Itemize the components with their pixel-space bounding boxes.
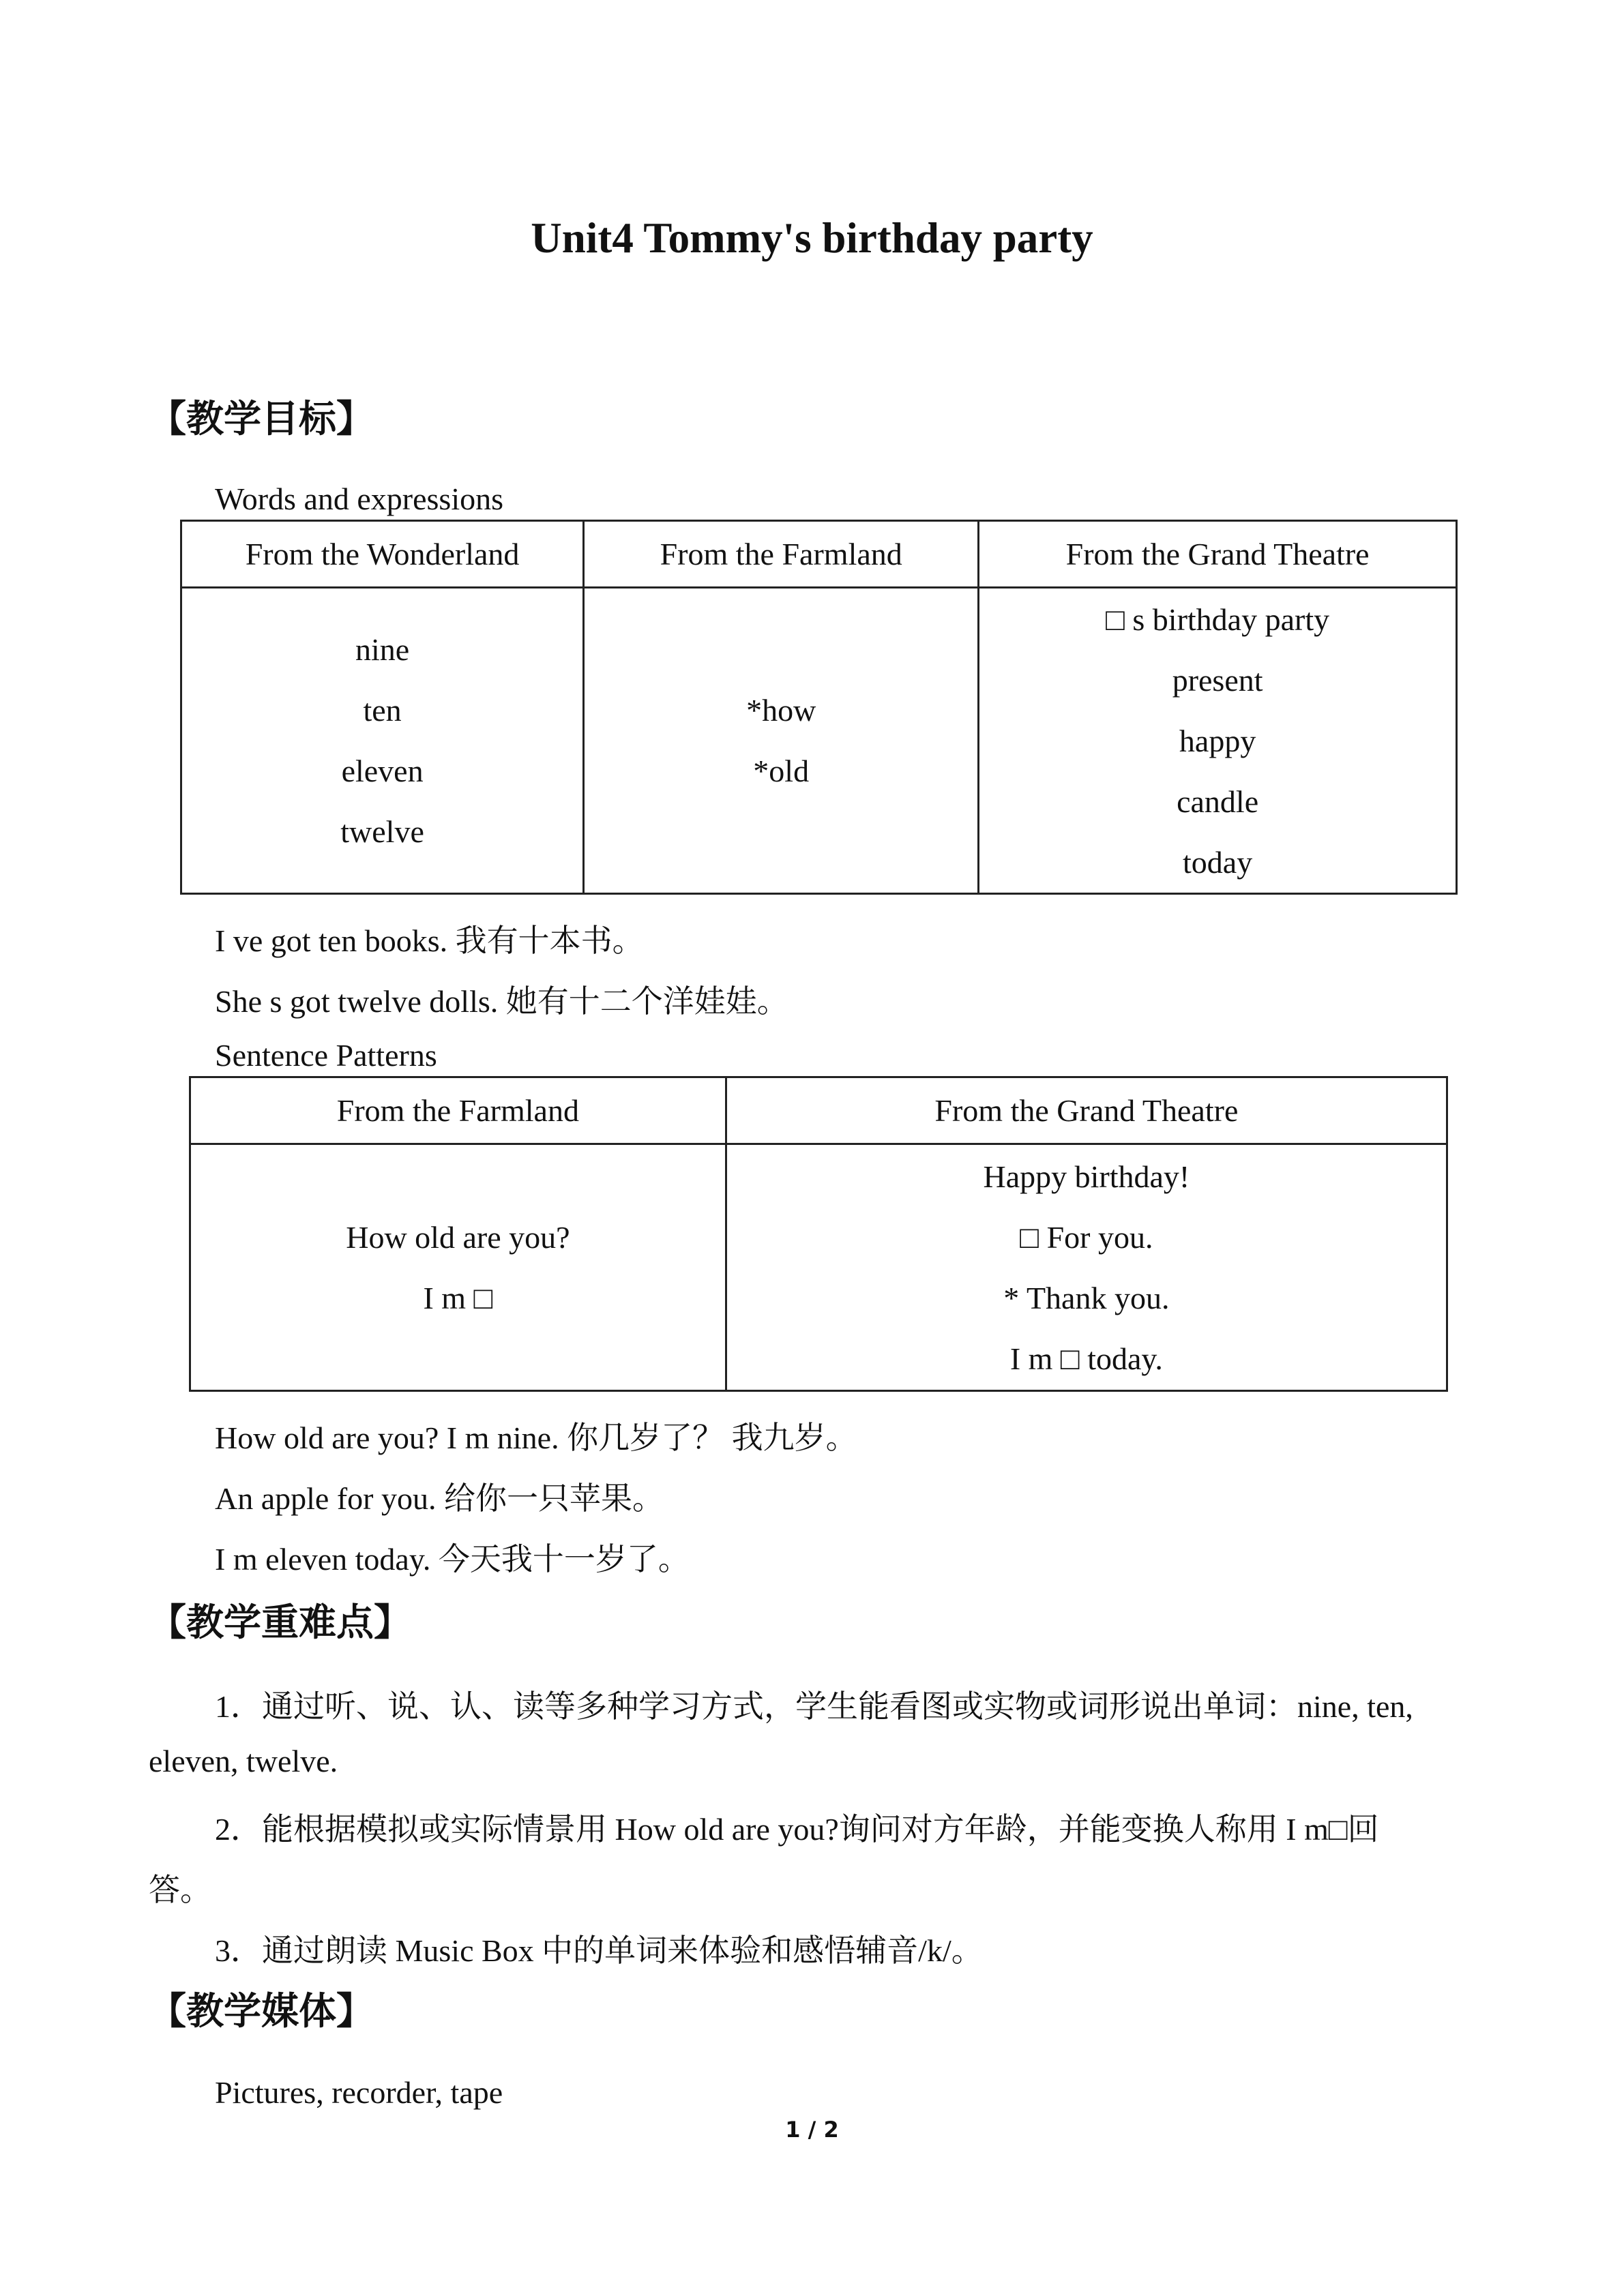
key-point-2-continued: 答。 (149, 1873, 211, 1907)
pattern-item: Happy birthday! (983, 1159, 1190, 1194)
pattern-item: How old are you? (346, 1219, 570, 1255)
patterns-cell-grand-theatre (726, 1144, 1447, 1391)
section-heading-key-points: 【教学重难点】 (149, 1600, 412, 1644)
example-sentence: How old are you? I m nine. 你几岁了？ 我九岁。 (215, 1420, 857, 1455)
word-item: today (1183, 844, 1253, 880)
page-title: Unit4 Tommy's birthday party (531, 214, 1093, 262)
example-sentence: I m eleven today. 今天我十一岁了。 (215, 1542, 690, 1577)
word-item: *how (746, 693, 816, 728)
patterns-cell-farmland (190, 1144, 726, 1391)
pattern-item: * Thank you. (1003, 1280, 1170, 1315)
section-heading-media: 【教学媒体】 (149, 1989, 374, 2033)
words-cell-farmland (584, 588, 979, 894)
word-item: nine (355, 632, 410, 667)
word-item: happy (1179, 723, 1256, 758)
word-item: eleven (341, 754, 424, 788)
words-header-wonderland: From the Wonderland (181, 521, 584, 588)
example-sentence: She s got twelve dolls. 她有十二个洋娃娃。 (215, 984, 788, 1019)
words-cell-wonderland (181, 588, 584, 894)
word-item: □ s birthday party (1106, 601, 1330, 637)
word-item: candle (1177, 784, 1259, 819)
sentence-patterns-label: Sentence Patterns (215, 1038, 437, 1073)
media-list: Pictures, recorder, tape (215, 2075, 503, 2110)
patterns-header-grand-theatre: From the Grand Theatre (726, 1077, 1447, 1144)
word-item: ten (363, 693, 402, 728)
word-item: present (1172, 662, 1263, 698)
pattern-item: I m □ (423, 1280, 493, 1315)
patterns-header-farmland: From the Farmland (190, 1077, 726, 1144)
page-number: 1 / 2 (785, 2117, 839, 2143)
key-point-1: 1．通过听、说、认、读等多种学习方式，学生能看图或实物或词形说出单词：nine, ten, (215, 1689, 1413, 1724)
words-header-farmland: From the Farmland (584, 521, 979, 588)
section-heading-objectives: 【教学目标】 (149, 397, 374, 441)
word-item: twelve (340, 814, 424, 849)
word-item: *old (753, 754, 810, 788)
words-header-grand-theatre: From the Grand Theatre (979, 521, 1457, 588)
key-point-3: 3．通过朗读 Music Box 中的单词来体验和感悟辅音/k/。 (215, 1933, 983, 1968)
example-sentence: I ve got ten books. 我有十本书。 (215, 923, 644, 958)
pattern-item: □ For you. (1020, 1219, 1153, 1255)
patterns-table (189, 1076, 1448, 1392)
key-point-2: 2．能根据模拟或实际情景用 How old are you?询问对方年龄，并能变换人称用 I m□回 (215, 1812, 1379, 1847)
pattern-item: I m □ today. (1009, 1341, 1163, 1376)
words-expressions-label: Words and expressions (215, 481, 504, 516)
example-sentence: An apple for you. 给你一只苹果。 (215, 1481, 664, 1516)
words-cell-grand-theatre (979, 588, 1457, 894)
key-point-1-continued: eleven, twelve. (149, 1744, 338, 1778)
words-table (180, 520, 1458, 895)
